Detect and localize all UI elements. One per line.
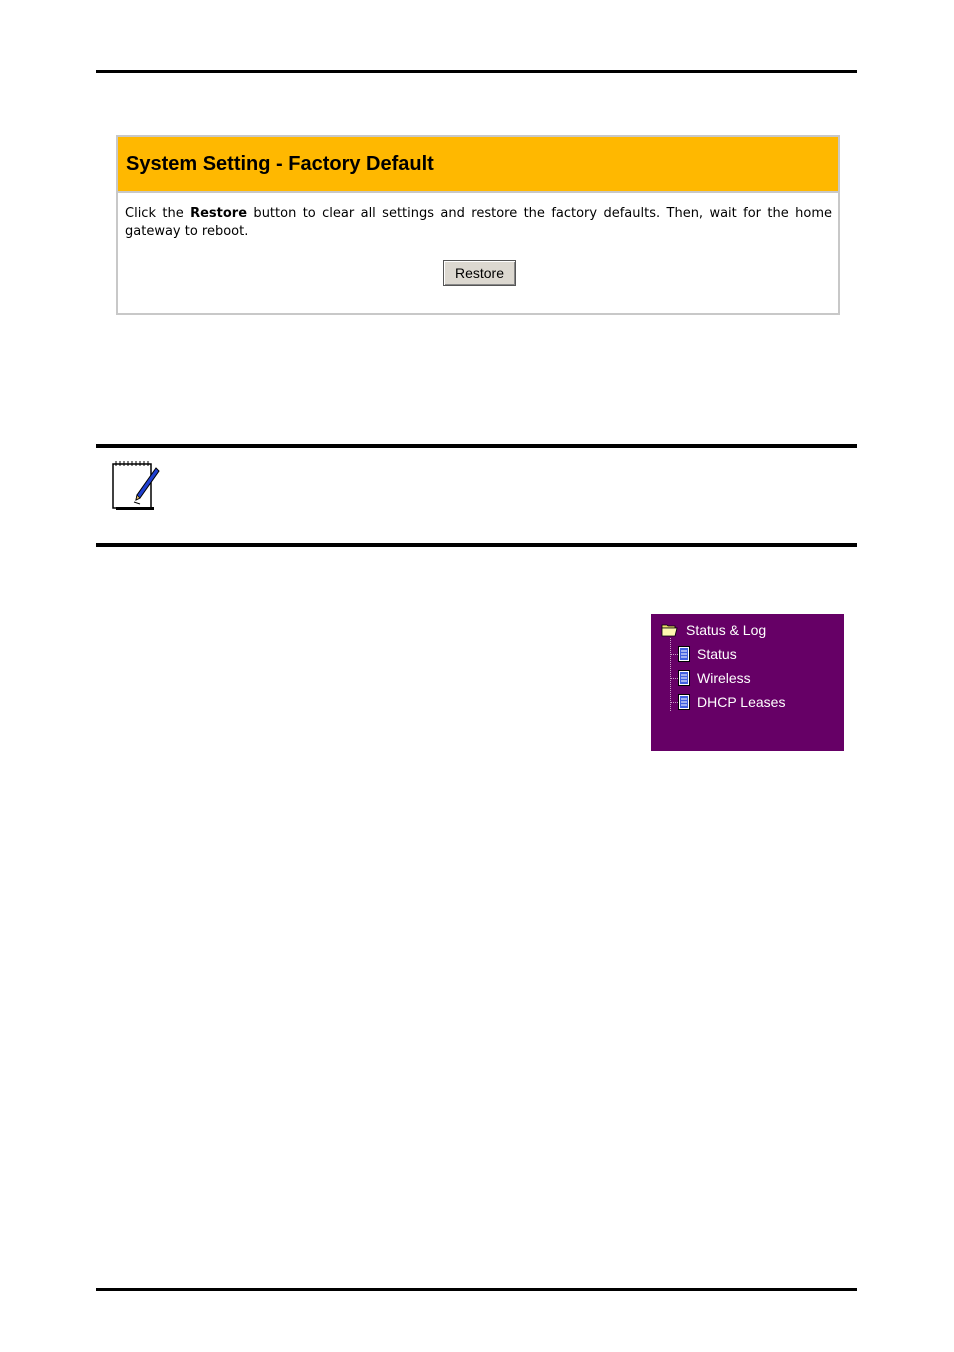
nav-folder-label: Status & Log — [686, 622, 767, 638]
nav-item-status[interactable] — [678, 645, 737, 663]
nav-item-label: Wireless — [697, 670, 751, 686]
note-rule-top — [96, 444, 857, 448]
nav-item-label: DHCP Leases — [697, 694, 786, 710]
page-title: System Setting - Factory Default — [126, 152, 434, 175]
tree-connector — [670, 638, 671, 711]
status-log-nav-panel — [651, 614, 844, 751]
tree-connector — [670, 702, 678, 703]
panel-header — [118, 137, 838, 193]
open-folder-icon — [661, 623, 679, 637]
nav-item-label: Status — [697, 646, 737, 662]
nav-item-dhcp-leases[interactable] — [678, 693, 785, 711]
description-text-end: button to clear all settings and restore the factory defaults. Then, wait for the home gateway to reboot. — [125, 206, 832, 239]
document-icon — [678, 694, 690, 710]
description-restore-keyword: Restore — [190, 206, 248, 221]
nav-item-wireless[interactable] — [678, 669, 751, 687]
panel-description — [118, 193, 838, 241]
bottom-rule — [96, 1288, 857, 1291]
nav-folder-status-log[interactable] — [661, 621, 766, 639]
document-icon — [678, 646, 690, 662]
note-rule-bottom — [96, 543, 857, 547]
document-icon — [678, 670, 690, 686]
factory-default-panel — [116, 135, 840, 315]
restore-button[interactable]: Restore — [443, 260, 516, 286]
tree-connector — [670, 654, 678, 655]
tree-connector — [670, 678, 678, 679]
description-text-start: Click the — [125, 206, 191, 221]
note-pad-pen-icon — [110, 460, 160, 512]
top-rule — [96, 70, 857, 73]
